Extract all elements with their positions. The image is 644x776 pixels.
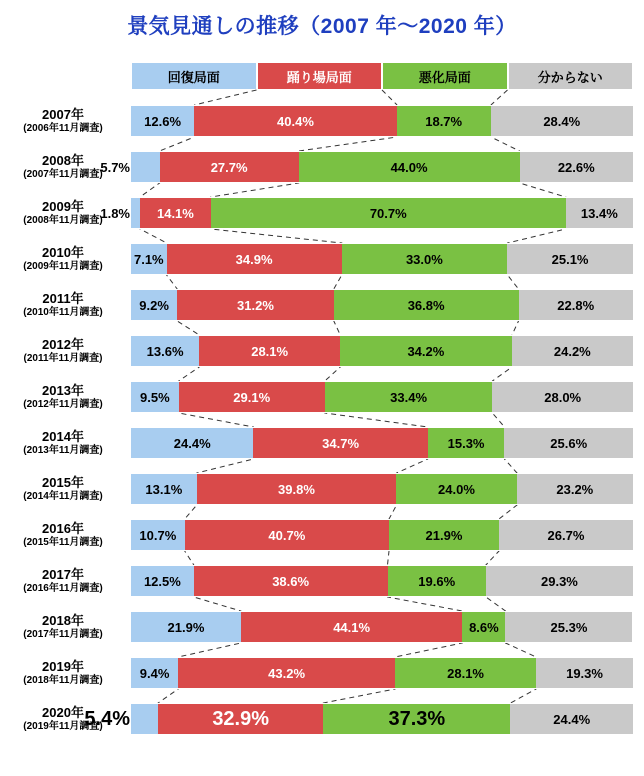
segment-value: 21.9% bbox=[167, 619, 205, 635]
row-label-year: 2010年 bbox=[42, 244, 84, 260]
row-label-year: 2013年 bbox=[42, 382, 84, 398]
bar-segment-worsening bbox=[323, 703, 510, 735]
chart-row bbox=[0, 558, 644, 604]
row-label-survey: (2007年11月調査) bbox=[23, 168, 103, 180]
bar-segment-recovery bbox=[100, 197, 140, 229]
segment-value: 34.7% bbox=[322, 435, 360, 451]
chart-row bbox=[0, 98, 644, 144]
segment-value: 31.2% bbox=[237, 297, 274, 313]
bar-segment-unknown bbox=[499, 519, 633, 551]
segment-value: 5.4% bbox=[84, 707, 130, 730]
row-label bbox=[0, 328, 126, 374]
bar-segment-unknown bbox=[519, 289, 633, 321]
bar-segment-plateau bbox=[199, 335, 340, 367]
row-label-survey: (2014年11月調査) bbox=[23, 490, 103, 502]
row-label-survey: (2008年11月調査) bbox=[23, 214, 103, 226]
row-label bbox=[0, 650, 126, 696]
segment-value: 27.7% bbox=[210, 159, 248, 175]
legend-item-unknown: 分からない bbox=[508, 62, 634, 90]
chart-row bbox=[0, 420, 644, 466]
segment-value: 23.2% bbox=[556, 481, 594, 497]
row-label-year: 2011年 bbox=[42, 290, 84, 306]
bar-segment-worsening bbox=[334, 289, 519, 321]
row-label-survey: (2018年11月調査) bbox=[23, 674, 103, 686]
bar-segment-unknown bbox=[517, 473, 633, 505]
segment-value: 40.4% bbox=[277, 113, 314, 129]
bar-segment-plateau bbox=[194, 105, 397, 137]
segment-value: 13.1% bbox=[145, 481, 183, 497]
chart-row bbox=[0, 604, 644, 650]
stacked-bar bbox=[131, 335, 633, 367]
row-label-year: 2020年 bbox=[42, 704, 84, 720]
bar-segment-recovery bbox=[131, 381, 179, 413]
row-label-year: 2008年 bbox=[42, 152, 84, 168]
bar-segment-plateau bbox=[158, 703, 323, 735]
chart-row bbox=[0, 696, 644, 742]
chart-row bbox=[0, 282, 644, 328]
segment-value: 25.1% bbox=[551, 251, 589, 267]
row-label-survey: (2013年11月調査) bbox=[23, 444, 103, 456]
segment-value: 14.1% bbox=[156, 205, 194, 221]
segment-value: 19.3% bbox=[566, 665, 603, 681]
segment-value: 24.2% bbox=[553, 343, 591, 359]
bar-segment-plateau bbox=[197, 473, 397, 505]
bar-segment-unknown bbox=[566, 197, 633, 229]
bar-segment-unknown bbox=[504, 427, 633, 459]
segment-value: 25.3% bbox=[550, 619, 588, 635]
stacked-bar bbox=[131, 243, 633, 275]
segment-value: 33.0% bbox=[405, 251, 443, 267]
row-label-survey: (2006年11月調査) bbox=[23, 122, 103, 134]
segment-value: 13.4% bbox=[580, 205, 618, 221]
bar-segment-plateau bbox=[253, 427, 427, 459]
bar-segment-plateau bbox=[140, 197, 211, 229]
segment-value: 10.7% bbox=[139, 527, 177, 543]
bar-segment-worsening bbox=[397, 105, 491, 137]
segment-value: 9.5% bbox=[140, 389, 170, 405]
row-label bbox=[0, 420, 126, 466]
row-label-survey: (2019年11月調査) bbox=[23, 720, 103, 732]
stacked-bar bbox=[100, 197, 633, 229]
bar-segment-unknown bbox=[492, 381, 633, 413]
stacked-bar bbox=[84, 703, 633, 735]
row-label-survey: (2010年11月調査) bbox=[23, 306, 103, 318]
segment-value: 18.7% bbox=[425, 113, 463, 129]
chart-row bbox=[0, 466, 644, 512]
bar-segment-worsening bbox=[325, 381, 493, 413]
bar-segment-plateau bbox=[241, 611, 462, 643]
segment-value: 70.7% bbox=[369, 205, 407, 221]
bar-segment-recovery bbox=[131, 335, 199, 367]
bar-segment-unknown bbox=[486, 565, 633, 597]
chart-row bbox=[0, 650, 644, 696]
row-label-survey: (2009年11月調査) bbox=[23, 260, 103, 272]
segment-value: 7.1% bbox=[133, 251, 164, 267]
segment-value: 39.8% bbox=[278, 481, 315, 497]
bar-segment-recovery bbox=[131, 105, 194, 137]
row-label-year: 2014年 bbox=[42, 428, 84, 444]
row-label-year: 2018年 bbox=[42, 612, 84, 628]
segment-value: 28.4% bbox=[543, 113, 581, 129]
row-label-survey: (2015年11月調査) bbox=[23, 536, 103, 548]
row-label bbox=[0, 282, 126, 328]
bar-segment-worsening bbox=[462, 611, 505, 643]
segment-value: 22.8% bbox=[557, 297, 595, 313]
row-label-year: 2017年 bbox=[42, 566, 84, 582]
row-label-year: 2007年 bbox=[42, 106, 84, 122]
bar-segment-recovery bbox=[131, 243, 167, 275]
row-label bbox=[0, 604, 126, 650]
bar-segment-plateau bbox=[194, 565, 388, 597]
row-label-year: 2012年 bbox=[42, 336, 84, 352]
bar-segment-worsening bbox=[395, 657, 536, 689]
bar-segment-recovery bbox=[131, 657, 178, 689]
chart-row bbox=[0, 328, 644, 374]
bar-segment-unknown bbox=[536, 657, 633, 689]
row-label-year: 2015年 bbox=[42, 474, 84, 490]
segment-value: 25.6% bbox=[550, 435, 588, 451]
segment-value: 9.2% bbox=[139, 297, 169, 313]
stacked-bar bbox=[131, 519, 633, 551]
stacked-bar bbox=[131, 657, 633, 689]
segment-value: 28.1% bbox=[447, 665, 484, 681]
stacked-bar bbox=[131, 289, 633, 321]
segment-value: 43.2% bbox=[268, 665, 306, 681]
segment-value: 44.1% bbox=[333, 619, 371, 635]
segment-value: 26.7% bbox=[547, 527, 585, 543]
chart-legend bbox=[131, 62, 633, 90]
row-label bbox=[0, 236, 126, 282]
segment-value: 28.0% bbox=[544, 389, 582, 405]
segment-value: 15.3% bbox=[447, 435, 485, 451]
row-label-year: 2019年 bbox=[42, 658, 84, 674]
segment-value: 9.4% bbox=[139, 665, 170, 681]
row-label-survey: (2017年11月調査) bbox=[23, 628, 103, 640]
bar-segment-worsening bbox=[211, 197, 566, 229]
segment-value: 8.6% bbox=[469, 619, 499, 635]
segment-value: 24.4% bbox=[173, 435, 211, 451]
stacked-bar bbox=[131, 381, 633, 413]
segment-value: 34.2% bbox=[407, 343, 445, 359]
chart-row bbox=[0, 374, 644, 420]
stacked-bar bbox=[131, 473, 633, 505]
row-label-survey: (2016年11月調査) bbox=[23, 582, 103, 594]
segment-value: 29.1% bbox=[233, 389, 271, 405]
segment-value: 5.7% bbox=[100, 159, 130, 175]
segment-value: 38.6% bbox=[272, 573, 310, 589]
legend-item-worsening: 悪化局面 bbox=[382, 62, 508, 90]
bar-segment-worsening bbox=[428, 427, 505, 459]
segment-value: 12.5% bbox=[143, 573, 181, 589]
segment-value: 28.1% bbox=[251, 343, 289, 359]
bar-segment-plateau bbox=[177, 289, 334, 321]
stacked-bar bbox=[131, 427, 633, 459]
row-label bbox=[0, 374, 126, 420]
bar-segment-worsening bbox=[340, 335, 512, 367]
stacked-bar bbox=[131, 565, 633, 597]
bar-segment-unknown bbox=[510, 703, 632, 735]
bar-segment-recovery bbox=[131, 427, 253, 459]
segment-value: 34.9% bbox=[235, 251, 273, 267]
legend-item-plateau: 踊り場局面 bbox=[257, 62, 383, 90]
bar-segment-recovery bbox=[131, 289, 177, 321]
segment-value: 33.4% bbox=[390, 389, 428, 405]
stacked-bar bbox=[131, 105, 633, 137]
segment-value: 21.9% bbox=[425, 527, 463, 543]
bar-segment-worsening bbox=[388, 565, 486, 597]
row-label bbox=[0, 512, 126, 558]
bar-segment-unknown bbox=[491, 105, 633, 137]
row-label bbox=[0, 558, 126, 604]
row-label-survey: (2011年11月調査) bbox=[23, 352, 103, 364]
segment-value: 24.4% bbox=[553, 711, 591, 727]
chart-row bbox=[0, 236, 644, 282]
bar-segment-recovery bbox=[131, 519, 185, 551]
bar-segment-unknown bbox=[505, 611, 632, 643]
segment-value: 29.3% bbox=[541, 573, 578, 589]
bar-segment-plateau bbox=[167, 243, 342, 275]
bar-segment-unknown bbox=[507, 243, 633, 275]
bar-segment-unknown bbox=[512, 335, 633, 367]
stacked-bar bbox=[100, 151, 633, 183]
row-label bbox=[0, 466, 126, 512]
page-title: 景気見通しの推移（2007 年～2020 年） bbox=[127, 15, 517, 38]
bar-segment-worsening bbox=[389, 519, 499, 551]
bar-segment-plateau bbox=[185, 519, 389, 551]
segment-value: 19.6% bbox=[418, 573, 456, 589]
segment-value: 36.8% bbox=[407, 297, 445, 313]
bar-segment-plateau bbox=[179, 381, 325, 413]
stacked-bar bbox=[131, 611, 633, 643]
bar-segment-plateau bbox=[160, 151, 299, 183]
segment-value: 12.6% bbox=[144, 113, 182, 129]
segment-value: 37.3% bbox=[388, 707, 446, 730]
segment-value: 22.6% bbox=[557, 159, 595, 175]
segment-value: 13.6% bbox=[146, 343, 184, 359]
chart-row bbox=[0, 144, 644, 190]
bar-segment-recovery bbox=[131, 611, 241, 643]
row-label-year: 2016年 bbox=[42, 520, 84, 536]
segment-value: 1.8% bbox=[100, 205, 130, 221]
bar-segment-recovery bbox=[84, 703, 158, 735]
bar-segment-recovery bbox=[100, 151, 160, 183]
legend-item-recovery: 回復局面 bbox=[131, 62, 257, 90]
segment-value: 40.7% bbox=[268, 527, 306, 543]
bar-segment-unknown bbox=[520, 151, 633, 183]
bar-segment-recovery bbox=[131, 565, 194, 597]
bar-segment-worsening bbox=[342, 243, 508, 275]
chart-row bbox=[0, 512, 644, 558]
bar-segment-worsening bbox=[299, 151, 520, 183]
row-label-survey: (2012年11月調査) bbox=[23, 398, 103, 410]
chart-row bbox=[0, 190, 644, 236]
row-label-year: 2009年 bbox=[42, 198, 84, 214]
bar-segment-recovery bbox=[131, 473, 197, 505]
bar-segment-worsening bbox=[396, 473, 516, 505]
segment-value: 24.0% bbox=[438, 481, 475, 497]
bar-segment-plateau bbox=[178, 657, 395, 689]
segment-value: 44.0% bbox=[390, 159, 428, 175]
segment-value: 32.9% bbox=[212, 707, 270, 730]
chart-rows bbox=[0, 98, 644, 742]
row-label bbox=[0, 98, 126, 144]
